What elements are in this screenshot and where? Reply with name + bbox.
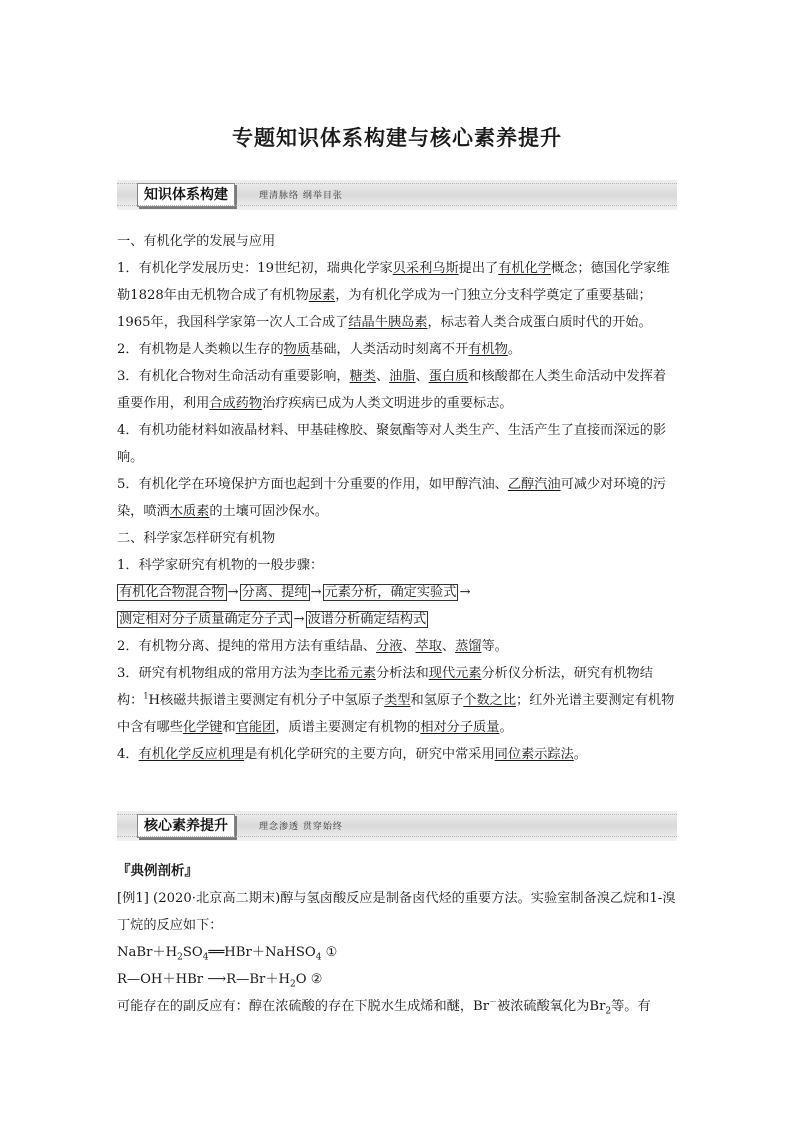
banner-subtitle: 理清脉络 纲举目张 <box>259 191 343 201</box>
knowledge-section <box>117 228 679 768</box>
step-box: 波谱分析确定结构式 <box>307 612 427 627</box>
paragraph: [例1] (2020·北京高二期末)醇与氢卤酸反应是制备卤代烃的重要方法。实验室制备溴乙烷和1-溴丁烷的反应如下： <box>117 891 676 933</box>
example-heading: 『典例剖析』 <box>117 863 198 879</box>
paragraph: 1．科学家研究有机物的一般步骤： <box>117 558 324 573</box>
banner-subtitle: 理念渗透 贯穿始终 <box>259 822 343 832</box>
arrow-icon: → <box>310 585 322 600</box>
example-section <box>117 858 679 1020</box>
step-box: 元素分析，确定实验式 <box>324 585 457 600</box>
paragraph: 3．研究有机物组成的常用方法为李比希元素分析法和现代元素分析仪分析法，研究有机物结构：$^1$H核磁共振谱主要测定有机分子中氢原子类型和氢原子个数之比；红外光谱主要测定有机物中含有哪些化学键和官能团，质谱主要测定有机物的相对分子质量。 <box>117 666 675 735</box>
paragraph: 4．有机化学反应机理是有机化学研究的主要方向，研究中常采用同位素示踪法。 <box>117 747 587 762</box>
paragraph: 5．有机化学在环境保护方面也起到十分重要的作用，如甲醇汽油、乙醇汽油可减少对环境的污染，喷洒木质素的土壤可固沙保水。 <box>117 477 667 519</box>
step-box: 测定相对分子质量确定分子式 <box>119 612 291 627</box>
step-box: 有机化合物混合物 <box>119 585 225 600</box>
paragraph: 2．有机物是人类赖以生存的物质基础，人类活动时刻离不开有机物。 <box>117 342 522 357</box>
page-title: 专题知识体系构建与核心素养提升 <box>232 125 562 150</box>
paragraph: 4．有机功能材料如液晶材料、甲基硅橡胶、聚氨酯等对人类生产、生活产生了直接而深远的影响。 <box>117 423 667 465</box>
banner-label: 知识体系构建 <box>137 183 235 207</box>
research-steps-line-1 <box>117 579 679 606</box>
equation-1: $NaBr+H_2SO_4══HBr+NaHSO_4$ ① <box>117 945 338 963</box>
arrow-icon: → <box>293 612 305 627</box>
section-heading: 二、科学家怎样研究有机物 <box>117 531 276 546</box>
equation-2: R—OH＋HBr $⟶R—Br+H_2O$ ② <box>117 972 323 990</box>
banner-label: 核心素养提升 <box>137 814 235 838</box>
section-heading: 一、有机化学的发展与应用 <box>117 234 276 249</box>
arrow-icon: → <box>227 585 239 600</box>
section-banner-literacy <box>117 811 677 841</box>
paragraph: 1．有机化学发展历史：19世纪初，瑞典化学家贝采利乌斯提出了有机化学概念；德国化学家维勒1828年由无机物合成了有机物尿素，为有机化学成为一门独立分支科学奠定了重要基础；1965年，我国科学家第一次人工合成了结晶牛胰岛素，标志着人类合成蛋白质时代的开始。 <box>117 261 670 330</box>
paragraph: 2．有机物分离、提纯的常用方法有重结晶、分液、萃取、蒸馏等。 <box>117 639 508 654</box>
research-steps-line-2 <box>117 606 679 633</box>
paragraph: 可能存在的副反应有：醇在浓硫酸的存在下脱水生成烯和醚，Br－被浓硫酸氧化为$Br_2$等。有 <box>117 997 651 1017</box>
paragraph: 3．有机化合物对生命活动有重要影响，糖类、油脂、蛋白质和核酸都在人类生命活动中发挥着重要作用，利用合成药物治疗疾病已成为人类文明进步的重要标志。 <box>117 369 667 411</box>
step-box: 分离、提纯 <box>241 585 308 600</box>
arrow-icon: → <box>459 585 471 600</box>
section-banner-knowledge <box>117 180 677 210</box>
